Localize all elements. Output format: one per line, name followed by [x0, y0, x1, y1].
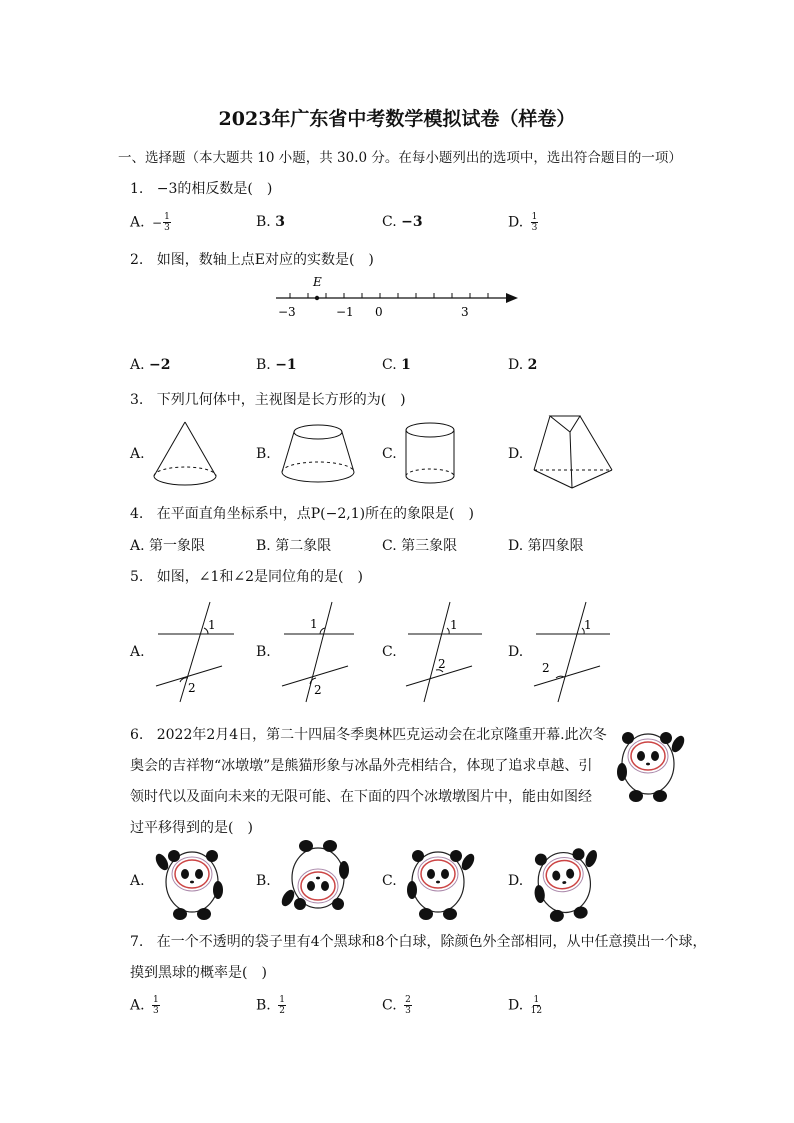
question-6: 6. 2022年2月4日，第二十四届冬季奥林匹克运动会在北京隆重开幕.此次冬	[130, 727, 607, 743]
bing-dwen-dwen-icon	[148, 838, 228, 922]
option-1b[interactable]: B. 3	[256, 214, 285, 230]
option-2b[interactable]: B. −1	[256, 357, 297, 373]
tick-label: −3	[278, 305, 296, 319]
svg-text:2: 2	[188, 681, 196, 695]
option-6a[interactable]: A.	[130, 873, 145, 889]
fraction: $\frac{1}{2}$	[279, 995, 285, 1016]
svg-text:2: 2	[542, 661, 550, 675]
option-5b[interactable]: B.	[256, 644, 271, 660]
point-label: E	[313, 275, 322, 289]
svg-text:2: 2	[314, 683, 322, 697]
fraction: $\frac{1}{12}$	[530, 995, 543, 1016]
triangular-prism-icon	[532, 414, 616, 494]
option-7b[interactable]: B. $\frac{1}{2}$	[256, 995, 285, 1016]
question-3: 3. 下列几何体中，主视图是长方形的为( )	[130, 392, 406, 408]
question-7: 7. 在一个不透明的袋子里有4个黑球和8个白球，除颜色外全部相同，从中任意摸出一个球，	[130, 934, 707, 950]
option-2a[interactable]: A. −2	[130, 357, 171, 373]
frustum-icon	[278, 422, 358, 492]
question-text: 在平面直角坐标系中，点P(−2,1)所在的象限是( )	[156, 506, 474, 522]
question-text-line: 在一个不透明的袋子里有4个黑球和8个白球，除颜色外全部相同，从中任意摸出一个球，	[156, 934, 707, 950]
fraction: $\frac{1}{3}$	[153, 995, 159, 1016]
tick-label: 0	[375, 305, 383, 319]
svg-text:1: 1	[310, 617, 318, 631]
question-text-line: 2022年2月4日，第二十四届冬季奥林匹克运动会在北京隆重开幕.此次冬	[156, 727, 607, 743]
page-title: 2023年广东省中考数学模拟试卷（样卷）	[218, 108, 576, 130]
angle-figure-b	[276, 598, 366, 706]
question-text-line: 摸到黑球的概率是( )	[130, 965, 267, 981]
option-1a[interactable]: A. − $\frac{1}{3}$	[130, 212, 170, 233]
option-7d[interactable]: D. $\frac{1}{12}$	[508, 995, 543, 1016]
svg-text:2: 2	[438, 657, 446, 671]
question-4: 4. 在平面直角坐标系中，点P(−2,1)所在的象限是( )	[130, 506, 474, 522]
option-5d[interactable]: D.	[508, 644, 524, 660]
section-heading: 一、选择题（本大题共 10 小题，共 30.0 分。在每小题列出的选项中，选出符合题目的一项）	[118, 150, 682, 166]
option-1d[interactable]: D. $\frac{1}{3}$	[508, 212, 538, 233]
option-1c[interactable]: C. −3	[382, 214, 423, 230]
question-text: −3的相反数是( )	[156, 181, 273, 197]
fraction: $\frac{1}{3}$	[531, 212, 538, 233]
option-2d[interactable]: D. 2	[508, 357, 538, 373]
option-7c[interactable]: C. $\frac{2}{3}$	[382, 995, 411, 1016]
question-text: 如图，数轴上点E对应的实数是( )	[156, 252, 374, 268]
number-line-figure	[270, 272, 530, 322]
option-6c[interactable]: C.	[382, 873, 397, 889]
option-4d[interactable]: D. 第四象限	[508, 538, 584, 554]
option-6d[interactable]: D.	[508, 873, 524, 889]
question-2: 2. 如图，数轴上点E对应的实数是( )	[130, 252, 374, 268]
option-3a[interactable]: A.	[130, 446, 145, 462]
svg-text:1: 1	[450, 618, 458, 632]
bing-dwen-dwen-icon	[528, 838, 608, 922]
option-3d[interactable]: D.	[508, 446, 524, 462]
angle-figure-d	[528, 598, 618, 706]
fraction: $\frac{2}{3}$	[405, 995, 411, 1016]
option-3b[interactable]: B.	[256, 446, 271, 462]
question-5: 5. 如图，∠1和∠2是同位角的是( )	[130, 569, 363, 585]
option-5a[interactable]: A.	[130, 644, 145, 660]
option-3c[interactable]: C.	[382, 446, 397, 462]
question-text-line: 过平移得到的是( )	[130, 820, 253, 836]
bing-dwen-dwen-icon	[612, 720, 692, 804]
option-2c[interactable]: C. 1	[382, 357, 411, 373]
option-4b[interactable]: B. 第二象限	[256, 538, 332, 554]
bing-dwen-dwen-icon	[402, 838, 482, 922]
option-4c[interactable]: C. 第三象限	[382, 538, 458, 554]
point-e	[315, 296, 319, 300]
cone-icon	[150, 420, 220, 492]
angle-figure-c	[400, 598, 490, 706]
fraction: − $\frac{1}{3}$	[152, 212, 170, 233]
question-text: 如图，∠1和∠2是同位角的是( )	[156, 569, 363, 585]
question-text-line: 领时代以及面向未来的无限可能、在下面的四个冰墩墩图片中，能由如图经	[130, 789, 592, 805]
svg-text:1: 1	[584, 618, 592, 632]
option-5c[interactable]: C.	[382, 644, 397, 660]
option-6b[interactable]: B.	[256, 873, 271, 889]
svg-text:1: 1	[208, 618, 216, 632]
angle-figure-a	[150, 598, 240, 706]
tick-label: −1	[336, 305, 354, 319]
tick-label: 3	[461, 305, 469, 319]
bing-dwen-dwen-icon	[274, 838, 354, 922]
cylinder-icon	[402, 420, 458, 494]
option-4a[interactable]: A. 第一象限	[130, 538, 206, 554]
question-text-line: 奥会的吉祥物“冰墩墩”是熊猫形象与冰晶外壳相结合，体现了追求卓越、引	[130, 758, 593, 774]
question-text: 下列几何体中，主视图是长方形的为( )	[156, 392, 406, 408]
question-1: 1. −3的相反数是( )	[130, 181, 273, 197]
option-7a[interactable]: A. $\frac{1}{3}$	[130, 995, 159, 1016]
